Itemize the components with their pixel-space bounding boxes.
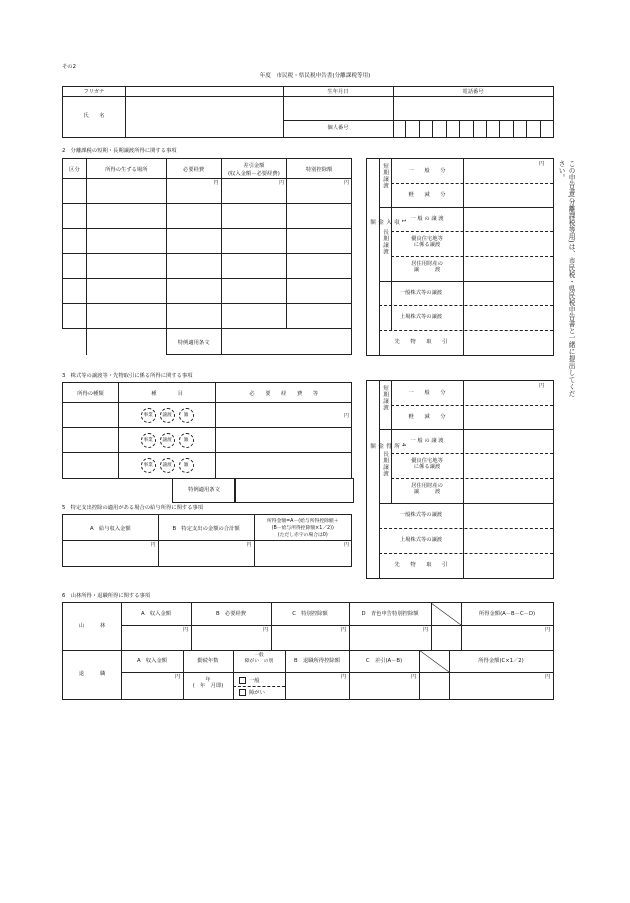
personal-info-block [62, 86, 554, 138]
name-label: 氏 名 [83, 113, 105, 119]
stamp-business[interactable]: 事業 [141, 433, 156, 448]
sec4-item: 軽 減 分 [408, 414, 446, 420]
sec4-item: 一 般 の 譲 渡 [410, 438, 444, 444]
sec5-table: A 給与収入金額 B 特定支出の金額の合計額 所得金額=A－(給与所得控除額＋ (B－給与所得控除額×1／2)) (ただし赤字の場合は0) 円 円 円 [62, 514, 352, 567]
sec1-item: 一般株式等の譲渡 [399, 290, 443, 296]
sec4-item: 優良住宅地等 に係る譲渡 [411, 458, 443, 471]
retire-diagonal [419, 650, 449, 699]
phone-label: 電話番号 [462, 89, 484, 95]
sec2-h-diff: 差引金額 (収入金額－必要経費) [221, 159, 287, 179]
my-number-label: 個人番号 [327, 125, 349, 131]
side-note: この申告書(分離課税等用)は、市民税・県民税申告書と一緒に提出してください。 [557, 160, 575, 397]
sec2-h-place: 所得の生ずる場所 [86, 159, 166, 179]
sec1-item: 居住用財産の 譲 渡 [411, 261, 443, 274]
sec2-h-kubun: 区分 [63, 159, 87, 179]
sec6-block: 山 林 A 収入金額 B 必要経費 C 特別控除額 D 青色申告特別控除額 所得金額(A－B－C－D) 円 円 円 円 円 退 職 A 収入金額 勤続年数 一般 障がい の別 B 退職所得控除額 C 差引(A－B) 所得金額(C×1／2) 円 年 ( 年 月即) 一般 障がい 円 円 円 [62, 602, 554, 700]
sec2-h-deduction: 特別控除額 [287, 159, 352, 179]
stamp-misc[interactable]: 雑 [179, 458, 194, 473]
retire-years-value[interactable]: 年 ( 年 月即) [192, 677, 224, 690]
sec1-label: 1 収 入 金 額 [369, 219, 406, 226]
sec1-item: 一 般 の 譲 渡 [410, 216, 444, 222]
sec1-block [366, 158, 554, 356]
sec1-short-label: 短期譲渡 [382, 163, 388, 190]
sec4-item: 居住用財産の 譲 渡 [411, 483, 443, 496]
form-title: 年度 市民税・県民税申告書(分離課税等用) [259, 73, 371, 79]
forest-h-a: A 収入金額 [140, 611, 172, 617]
stamp-misc[interactable]: 雑 [179, 408, 194, 423]
my-number-boxes[interactable] [393, 120, 553, 137]
forest-h-c: C 特別控除額 [292, 611, 328, 617]
sec1-item: 先 物 取 引 [394, 339, 448, 345]
sec1-yen: 円 [539, 161, 545, 167]
sec3-special: 特例適用条文 [188, 487, 220, 493]
retire-h-c: C 差引(A－B) [365, 658, 403, 664]
retire-h-type: 一般 障がい の別 [244, 653, 274, 664]
stamp-misc[interactable]: 雑 [179, 433, 194, 448]
sec4-item: 先 物 取 引 [394, 562, 448, 568]
checkbox-disabled[interactable] [239, 689, 246, 696]
birth-label: 生年月日 [327, 89, 349, 95]
sec5-h-income: 所得金額=A－(給与所得控除額＋ (B－給与所得控除額×1／2)) (ただし赤字の場合は0) [254, 515, 352, 541]
sec4-label: 4 所 得 金 額 [369, 443, 406, 450]
stamp-business[interactable]: 事業 [141, 408, 156, 423]
sec2-table: 区分 所得の生ずる場所 必要経費 差引金額 (収入金額－必要経費) 特別控除額 円 円 円 特例適用条文 [62, 158, 352, 355]
sec4-item: 一般株式等の譲渡 [399, 512, 443, 518]
sec3-h-type: 所得の種類 [63, 383, 119, 403]
sec4-short-label: 短期譲渡 [382, 385, 388, 412]
sec4-block [366, 380, 554, 579]
sec6-title: 6 山林所得・退職所得に関する事項 [62, 593, 151, 599]
stamp-business[interactable]: 事業 [141, 458, 156, 473]
sec3-h-item: 種 目 [118, 383, 216, 403]
forest-diagonal [431, 603, 461, 650]
sec5-title: 5 特定支出控除の適用がある場合の給与所得に関する事項 [62, 505, 204, 511]
sec3-special-value[interactable] [234, 478, 354, 503]
stamp-transfer[interactable]: 譲渡 [160, 408, 175, 423]
sec1-item: 上場株式等の譲渡 [399, 314, 443, 320]
sec2-title: 2 分離課税の短期・長期譲渡所得に関する事項 [62, 148, 177, 154]
option-disabled[interactable]: 障がい [239, 689, 265, 696]
sec1-item: 優良住宅地等 に係る譲渡 [411, 236, 443, 249]
sec1-item: 軽 減 分 [408, 192, 446, 198]
retire-h-a: A 収入金額 [136, 658, 168, 664]
sec1-long-label: 長期譲渡 [382, 229, 388, 256]
option-general[interactable]: 一般 [239, 677, 260, 684]
sec3-title: 3 株式等の譲渡等・先物取引に係る所得に関する事項 [62, 373, 193, 379]
sec2-h-expense: 必要経費 [166, 159, 221, 179]
stamp-transfer[interactable]: 譲渡 [160, 458, 175, 473]
sec5-h-a: A 給与収入金額 [63, 515, 159, 541]
sec3-table: 所得の種類 種 目 必 要 経 費 等 事業 譲渡 雑 円 事業 譲渡 雑 事業 譲渡 雑 [62, 382, 352, 479]
retire-h-b: B 退職所得控除額 [293, 658, 340, 664]
forest-h-b: B 必要経費 [215, 611, 247, 617]
sec3-special-box [172, 478, 236, 503]
sec4-item: 上場株式等の譲渡 [399, 537, 443, 543]
checkbox-general[interactable] [239, 677, 246, 684]
forest-label: 山 林 [78, 623, 106, 629]
sec4-item: 一 般 分 [408, 390, 446, 396]
sec3-h-expense: 必 要 経 費 等 [216, 383, 352, 403]
retire-label: 退 職 [78, 671, 106, 677]
retire-h-income: 所得金額(C×1／2) [478, 658, 524, 664]
sec4-long-label: 長期譲渡 [382, 451, 388, 478]
furigana-label: フリガナ [83, 89, 105, 95]
page-label: その2 [62, 64, 76, 70]
sec2-special: 特例適用条文 [166, 329, 221, 355]
forest-h-d: D 青色申告特別控除額 [361, 611, 419, 617]
sec1-item: 一 般 分 [408, 168, 446, 174]
stamp-transfer[interactable]: 譲渡 [160, 433, 175, 448]
forest-h-income: 所得金額(A－B－C－D) [478, 611, 536, 617]
sec4-yen: 円 [539, 383, 545, 389]
sec5-h-b: B 特定支出の金額の合計額 [158, 515, 254, 541]
retire-h-years: 勤続年数 [197, 658, 219, 664]
